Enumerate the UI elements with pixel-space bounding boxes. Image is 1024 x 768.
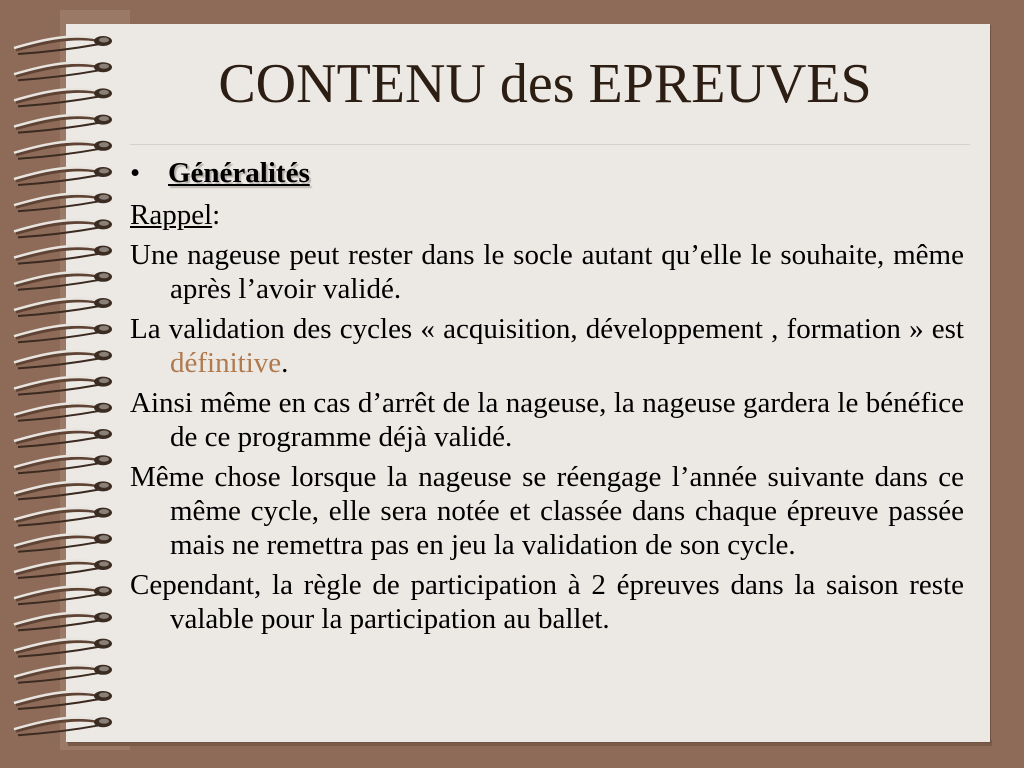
spiral-ring-icon [14,36,112,54]
paragraph-1: Une nageuse peut rester dans le socle autant qu’elle le souhaite, même après l’avoir validé. [130,239,964,305]
paragraph-2-end: . [281,347,289,379]
spiral-ring-icon [14,115,112,133]
bullet-item [130,156,964,190]
spiral-ring-icon [14,481,112,499]
spiral-ring-icon [14,193,112,211]
bullet-heading: Généralités [168,157,310,189]
spiral-ring-icon [14,403,112,421]
spiral-ring-icon [14,639,112,657]
slide-title: CONTENU des EPREUVES [218,53,872,115]
spiral-ring-icon [14,455,112,473]
spiral-ring-icon [14,219,112,237]
paragraph-4: Même chose lorsque la nageuse se réengage l’année suivante dans ce même cycle, elle sera notée et classée dans chaque épreuve passée mais ne remettra pas en jeu la validation de son cycle. [130,461,964,561]
spiral-ring-icon [14,534,112,552]
spiral-ring-icon [14,691,112,709]
paragraph-2-text: La validation des cycles « acquisition, développement , formation » est [130,313,964,345]
highlight-definitive: définitive [170,347,282,379]
spiral-ring-icon [14,324,112,342]
spiral-binding [8,24,118,744]
spiral-ring-icon [14,665,112,683]
spiral-ring-icon [14,246,112,264]
spiral-ring-icon [14,586,112,604]
spiral-ring-icon [14,350,112,368]
bullet-icon: • [130,157,141,189]
paragraph-5: Cependant, la règle de participation à 2 épreuves dans la saison reste valable pour la participation au ballet. [130,569,964,635]
paragraph-2 [130,312,964,380]
spiral-ring-icon [14,298,112,316]
spiral-ring-icon [14,508,112,526]
spiral-ring-icon [14,88,112,106]
spiral-ring-icon [14,377,112,395]
paragraph-3: Ainsi même en cas d’arrêt de la nageuse, la nageuse gardera le bénéfice de ce programme déjà validé. [130,387,964,453]
rappel-colon: : [212,199,221,231]
spiral-ring-icon [14,717,112,735]
spiral-ring-icon [14,429,112,447]
spiral-ring-icon [14,612,112,630]
rappel-label: Rappel [130,199,213,231]
spiral-ring-icon [14,167,112,185]
slide-content [130,156,964,642]
spiral-ring-icon [14,560,112,578]
spiral-ring-icon [14,272,112,290]
spiral-ring-icon [14,62,112,80]
rappel-line [130,198,964,232]
spiral-ring-icon [14,141,112,159]
title-divider [130,144,970,145]
